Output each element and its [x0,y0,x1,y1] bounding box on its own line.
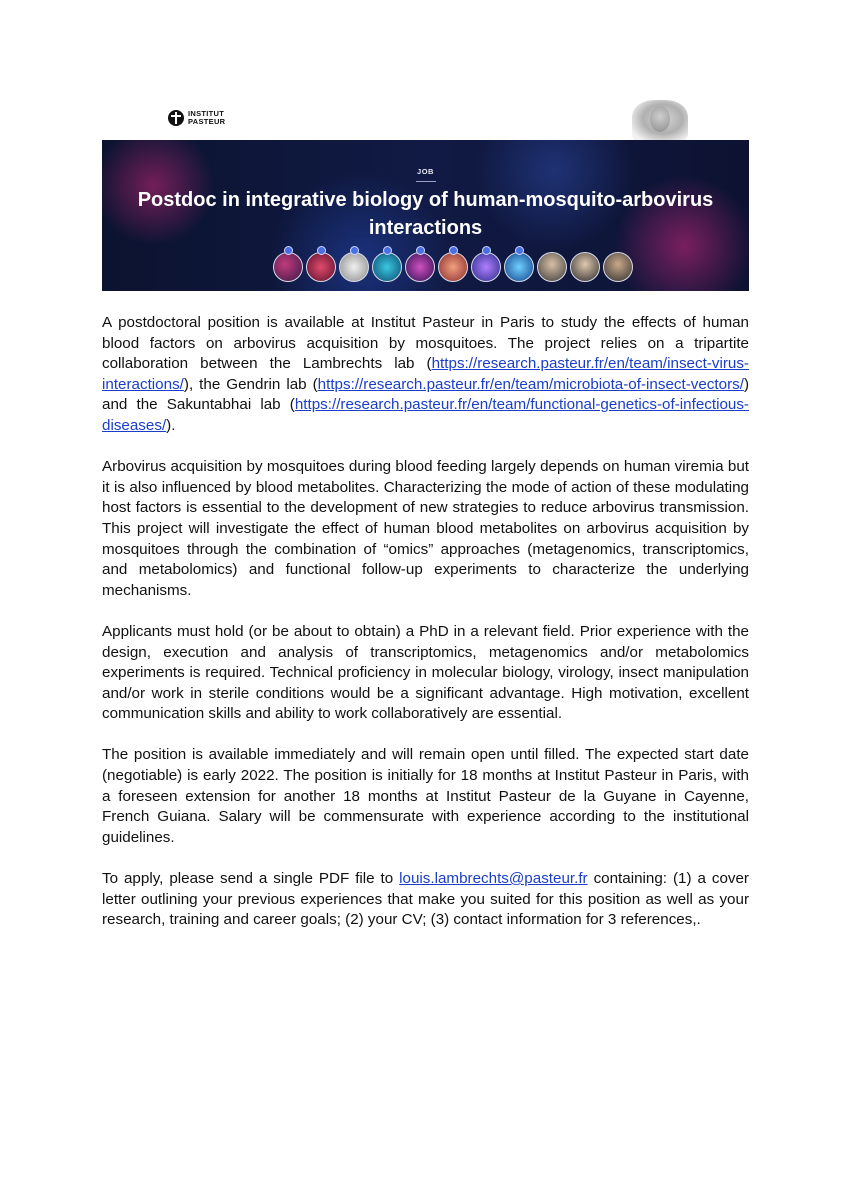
person-avatar-3 [603,252,633,282]
paragraph-requirements: Applicants must hold (or be about to obtain) a PhD in a relevant field. Prior experience with the design, execution and analysis of transcriptomics, metagenomics and/or metabolomics experiments is required. Technical proficiency in molecular biology, virology, insect manipulation and/or work in sterile conditions would be a significant advantage. High motivation, excellent communication skills and ability to work collaboratively are essential. [102,622,749,723]
paragraph-intro [102,313,749,437]
pasteur-portrait-image [632,100,688,142]
job-banner [102,140,749,291]
contact-email-link[interactable]: louis.lambrechts@pasteur.fr [399,870,588,888]
thumbnail-2-badge-icon [317,246,326,255]
lambrechts-lab-link[interactable]: https://research.pasteur.fr/en/team/insect-virus-interactions/ [102,355,749,393]
job-description [102,313,749,951]
intro-text-1: A postdoctoral position is available at Institut Pasteur in Paris to study the effects of human blood factors on arbovirus acquisition by mosquitoes. The project relies on a tripartite collaboration between the Lambrechts lab ( [102,314,749,373]
banner-title-line-2: interactions [368,217,483,239]
logo-line-1: INSTITUT [188,109,225,118]
pasteur-logo-icon [168,110,184,126]
intro-text-3: ) and the Sakuntabhai lab ( [102,375,749,414]
thumbnail-6 [438,252,468,282]
sakuntabhai-lab-link[interactable]: https://research.pasteur.fr/en/team/functional-genetics-of-infectious-diseases/ [102,396,749,434]
paragraph-application [102,869,749,931]
thumbnail-3-badge-icon [350,246,359,255]
thumbnail-5 [405,252,435,282]
thumbnail-8 [504,252,534,282]
logo-line-2: PASTEUR [188,117,226,126]
thumbnail-7 [471,252,501,282]
banner-image-thumbnails [273,252,636,282]
intro-text-4: ). [166,416,176,434]
paragraph-project: Arbovirus acquisition by mosquitoes during blood feeding largely depends on human viremia but it is also influenced by blood metabolites. Characterizing the mode of action of these modulating host factors is essential to the development of new strategies to reduce arbovirus transmission. This project will investigate the effect of human blood metabolites on arbovirus acquisition by mosquitoes through the combination of “omics” approaches (metagenomics, transcriptomics, and metabolomics) and functional follow-up experiments to characterize the underlying mechanisms. [102,458,749,599]
apply-text-1: To apply, please send a single PDF file to [102,870,400,888]
thumbnail-5-badge-icon [416,246,425,255]
thumbnail-8-badge-icon [515,246,524,255]
thumbnail-1-badge-icon [284,246,293,255]
institut-pasteur-logo [168,110,225,126]
gendrin-lab-link[interactable]: https://research.pasteur.fr/en/team/microbiota-of-insect-vectors/ [317,375,744,393]
portrait-face [650,106,670,132]
person-avatar-2 [570,252,600,282]
thumbnail-6-badge-icon [449,246,458,255]
thumbnail-1 [273,252,303,282]
apply-text-2: containing: (1) a cover letter outlining your previous experiences that make you suited for this position as well as your research, training and career goals; (2) your CV; (3) contact information for 3 references,. [102,870,749,929]
thumbnail-3 [339,252,369,282]
logo-text [188,110,225,126]
intro-text-2: ), the Gendrin lab ( [183,375,318,393]
banner-title [102,186,749,242]
paragraph-position-details: The position is available immediately and will remain open until filled. The expected start date (negotiable) is early 2022. The position is initially for 18 months at Institut Pasteur in Paris, with a foreseen extension for another 18 months at Institut Pasteur de la Guyane in Cayenne, French Guiana. Salary will be commensurate with experience according to the institutional guidelines. [102,746,749,846]
thumbnail-2 [306,252,336,282]
banner-tag-divider [416,181,436,182]
thumbnail-4-badge-icon [383,246,392,255]
banner-job-tag: JOB [417,167,434,176]
person-avatar-1 [537,252,567,282]
thumbnail-4 [372,252,402,282]
thumbnail-7-badge-icon [482,246,491,255]
banner-title-line-1: Postdoc in integrative biology of human-mosquito-arbovirus [137,189,714,211]
